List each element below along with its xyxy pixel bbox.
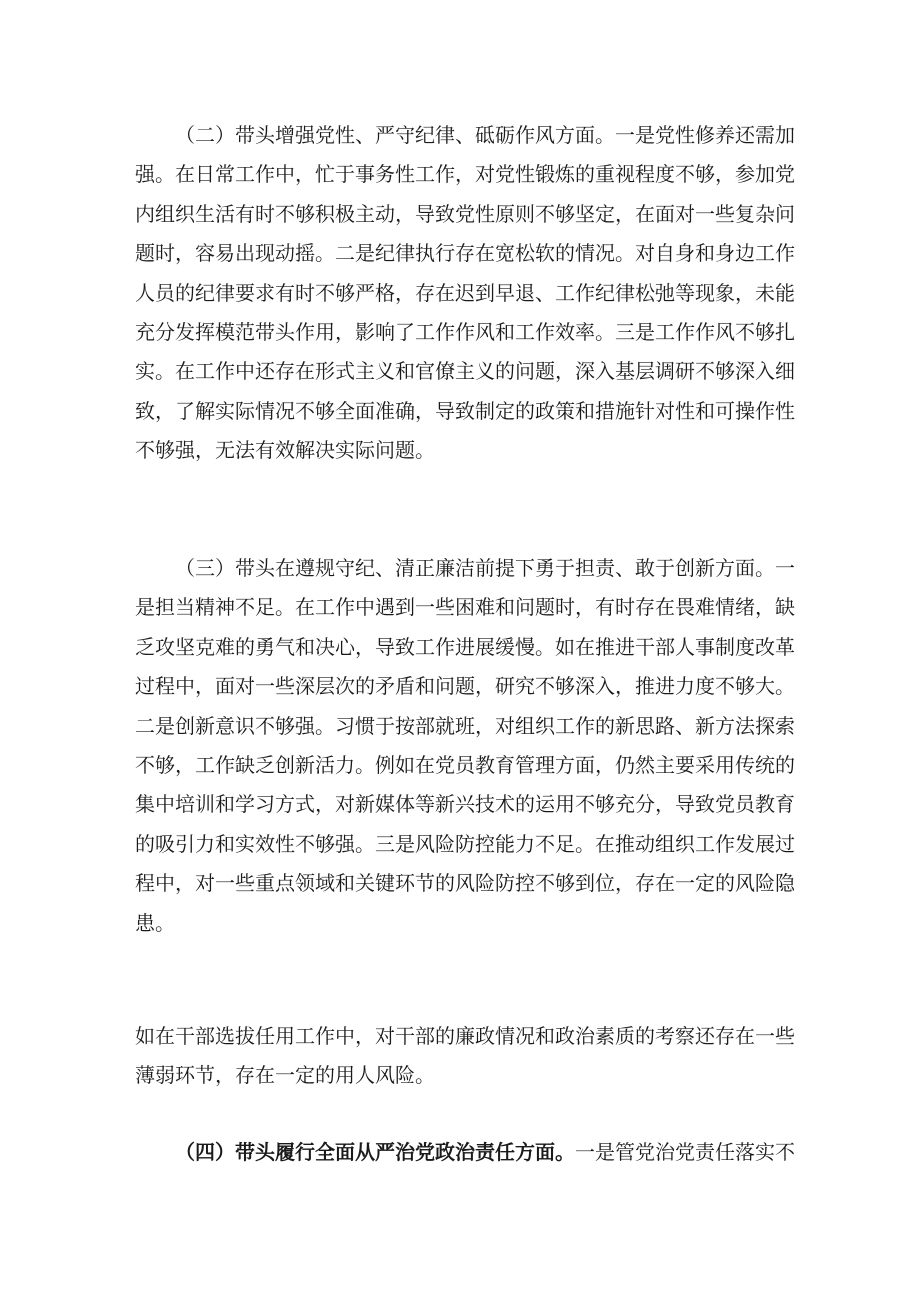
section-4-body: 一是管党治党责任落实不 bbox=[575, 1140, 795, 1164]
paragraph-section-4 bbox=[135, 1133, 795, 1172]
paragraph-section-3: （三）带头在遵规守纪、清正廉洁前提下勇于担责、敢于创新方面。一是担当精神不足。在工作中遇到一些困难和问题时，有时存在畏难情绪，缺乏攻坚克难的勇气和决心，导致工作进展缓慢。如在推进干部人事制度改革过程中，面对一些深层次的矛盾和问题，研究不够深入，推进力度不够大。二是创新意识不够强。习惯于按部就班，对组织工作的新思路、新方法探索不够，工作缺乏创新活力。例如在党员教育管理方面，仍然主要采用传统的集中培训和学习方式，对新媒体等新兴技术的运用不够充分，导致党员教育的吸引力和实效性不够强。三是风险防控能力不足。在推动组织工作发展过程中，对一些重点领域和关键环节的风险防控不够到位，存在一定的风险隐患。 bbox=[135, 556, 795, 935]
paragraph-section-3-example: 如在干部选拔任用工作中，对干部的廉政情况和政治素质的考察还存在一些薄弱环节，存在一定的用人风险。 bbox=[135, 1024, 795, 1088]
paragraph-section-2: （二）带头增强党性、严守纪律、砥砺作风方面。一是党性修养还需加强。在日常工作中，忙于事务性工作，对党性锻炼的重视程度不够，参加党内组织生活有时不够积极主动，导致党性原则不够坚定，在面对一些复杂问题时，容易出现动摇。二是纪律执行存在宽松软的情况。对自身和身边工作人员的纪律要求有时不够严格，存在迟到早退、工作纪律松弛等现象，未能充分发挥模范带头作用，影响了工作作风和工作效率。三是工作作风不够扎实。在工作中还存在形式主义和官僚主义的问题，深入基层调研不够深入细致，了解实际情况不够全面准确，导致制定的政策和措施针对性和可操作性不够强，无法有效解决实际问题。 bbox=[135, 123, 795, 463]
section-4-heading: （四）带头履行全面从严治党政治责任方面。 bbox=[175, 1140, 575, 1164]
